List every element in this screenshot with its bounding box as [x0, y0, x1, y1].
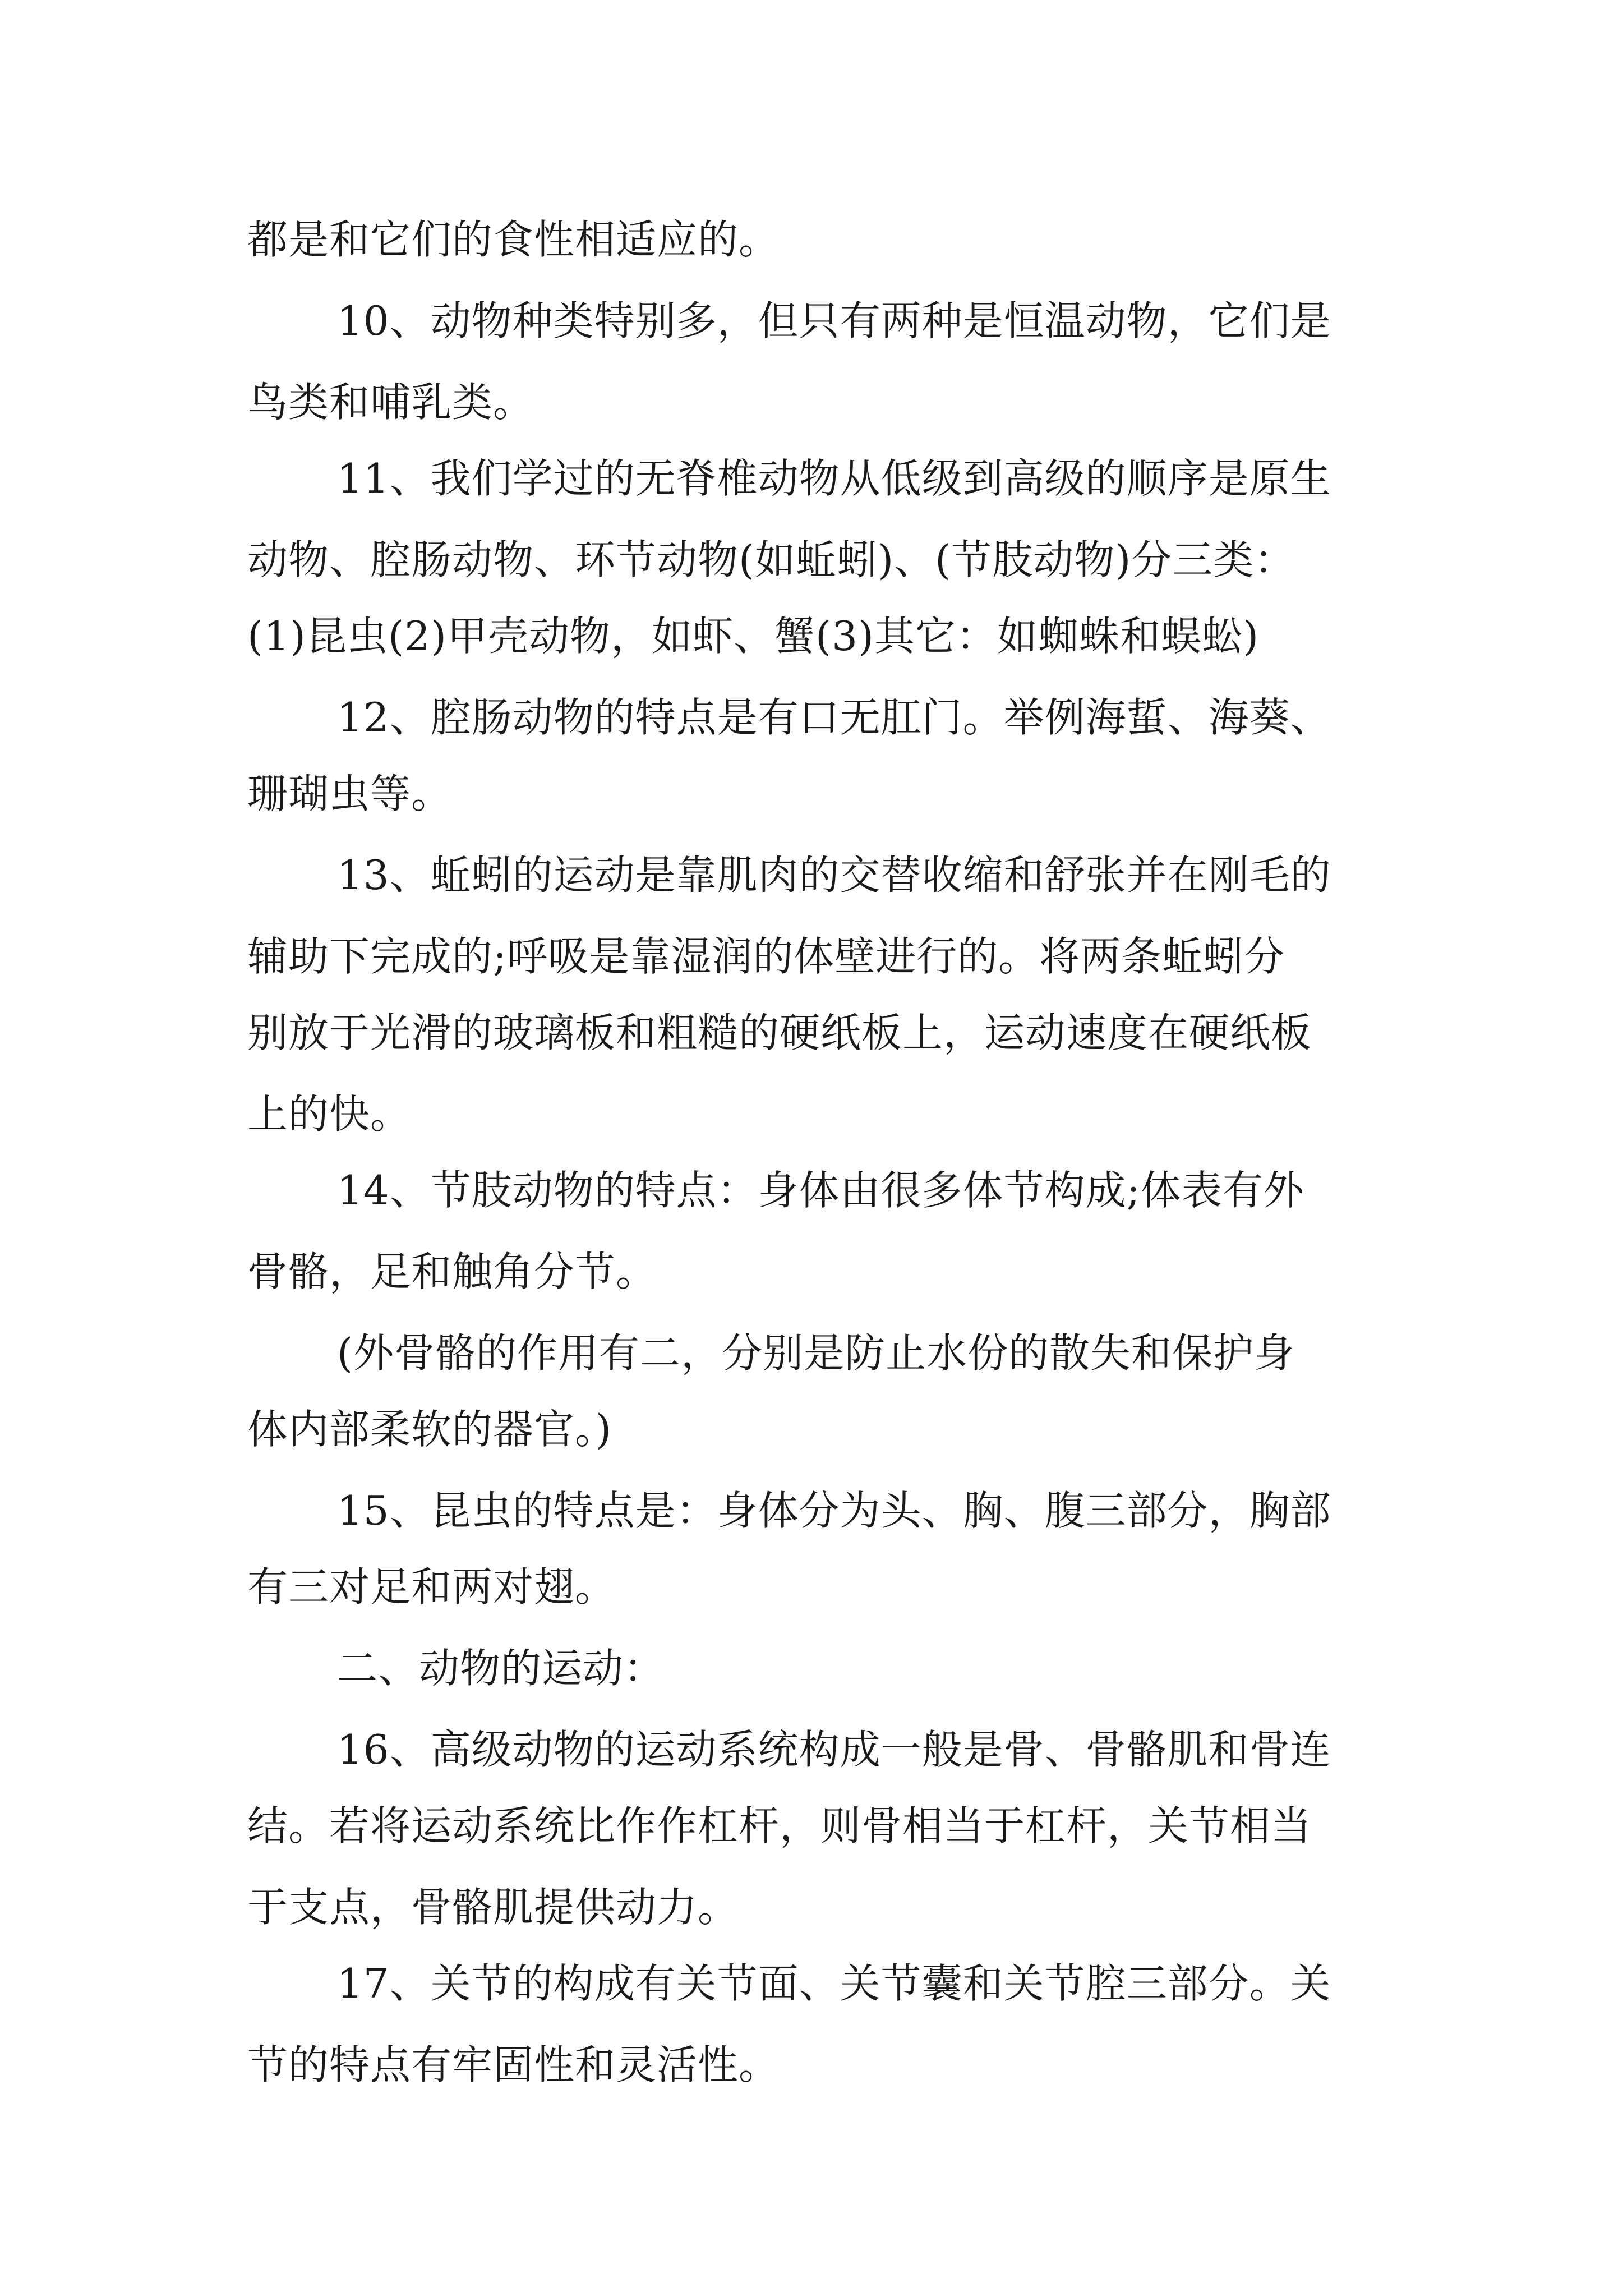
text-line: 都是和它们的食性相适应的。 [247, 216, 780, 263]
text-line: 10、动物种类特别多，但只有两种是恒温动物，它们是 [337, 297, 1331, 344]
text-line: 别放于光滑的玻璃板和粗糙的硬纸板上，运动速度在硬纸板 [247, 1009, 1312, 1056]
text-line: 于支点，骨骼肌提供动力。 [247, 1884, 739, 1931]
text-line: 有三对足和两对翅。 [247, 1563, 616, 1611]
text-line: 16、高级动物的运动系统构成一般是骨、骨骼肌和骨连 [337, 1726, 1331, 1773]
text-line: 节的特点有牢固性和灵活性。 [247, 2041, 780, 2088]
text-line: 辅助下完成的;呼吸是靠湿润的体壁进行的。将两条蚯蚓分 [247, 933, 1285, 980]
text-line: 17、关节的构成有关节面、关节囊和关节腔三部分。关 [337, 1960, 1331, 2007]
text-line: 体内部柔软的器官。) [247, 1406, 612, 1453]
text-line: 13、蚯蚓的运动是靠肌肉的交替收缩和舒张并在刚毛的 [337, 852, 1331, 899]
text-line: 鸟类和哺乳类。 [247, 379, 534, 426]
text-line: 动物、腔肠动物、环节动物(如蚯蚓)、(节肢动物)分三类： [247, 536, 1295, 583]
text-line: 上的快。 [247, 1091, 412, 1138]
text-line: 12、腔肠动物的特点是有口无肛门。举例海蜇、海葵、 [337, 694, 1331, 741]
text-line: 15、昆虫的特点是：身体分为头、胸、腹三部分，胸部 [337, 1487, 1331, 1534]
text-line: 11、我们学过的无脊椎动物从低级到高级的顺序是原生 [337, 455, 1331, 502]
text-line: 结。若将运动系统比作作杠杆，则骨相当于杠杆，关节相当 [247, 1802, 1312, 1849]
text-line: 珊瑚虫等。 [247, 770, 453, 817]
text-line: 14、节肢动物的特点：身体由很多体节构成;体表有外 [337, 1167, 1304, 1214]
text-line: (外骨骼的作用有二，分别是防止水份的散失和保护身 [337, 1329, 1295, 1377]
text-line: 骨骼，足和触角分节。 [247, 1248, 657, 1295]
text-line: (1)昆虫(2)甲壳动物，如虾、蟹(3)其它：如蜘蛛和蜈蚣) [247, 613, 1260, 660]
section-heading: 二、动物的运动： [337, 1645, 665, 1692]
